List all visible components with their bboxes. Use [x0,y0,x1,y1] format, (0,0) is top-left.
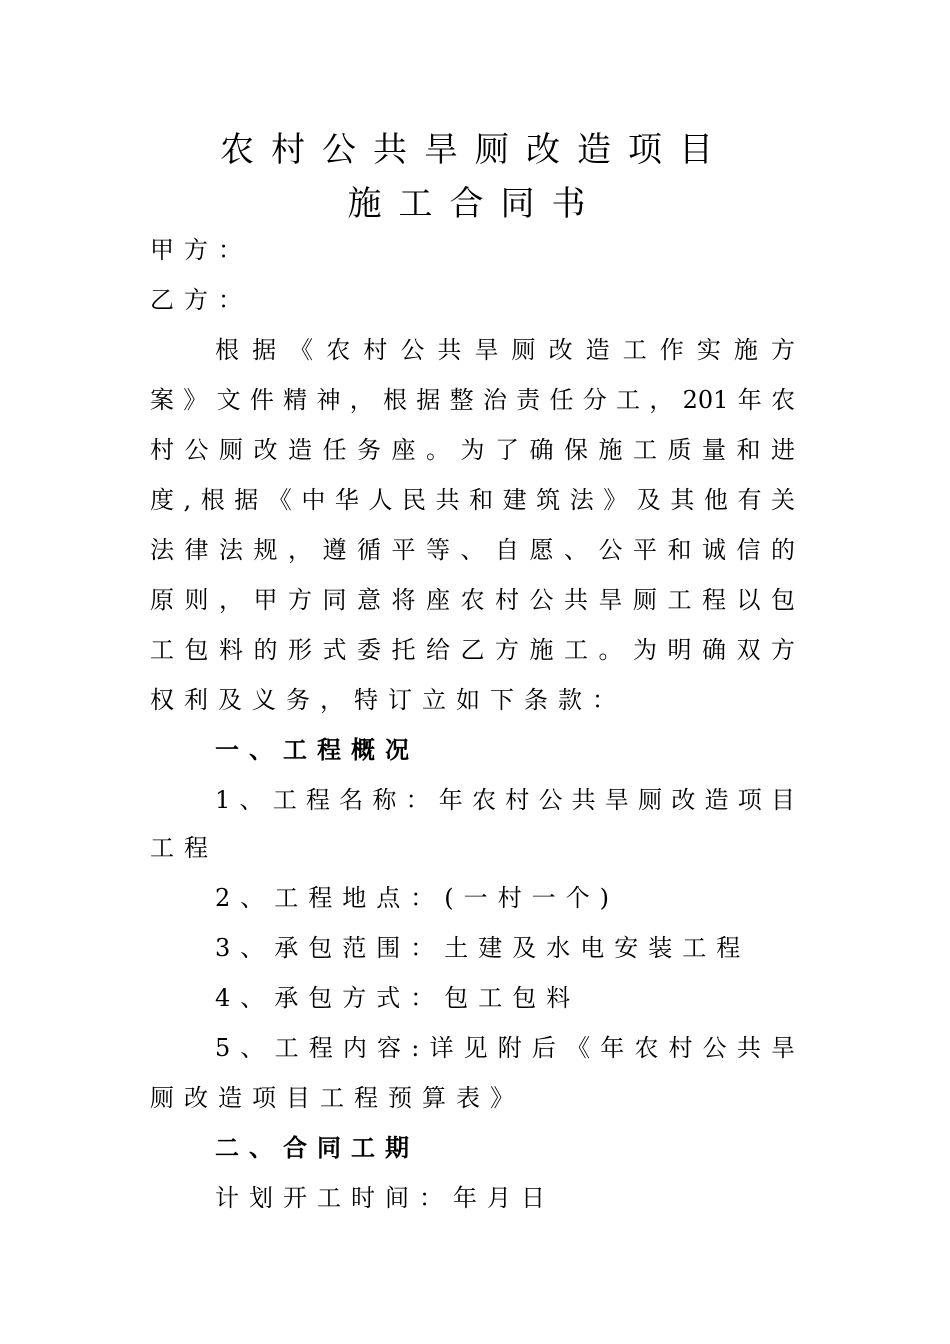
item-project-name-continued: 工程 [150,834,218,862]
intro-paragraph-line: 原则，甲方同意将座农村公共旱厕工程以包 [150,586,795,614]
intro-paragraph-line: 根据《农村公共旱厕改造工作实施方 [215,336,795,364]
section-heading-project-overview: 一、工程概况 [215,735,419,764]
section-heading-contract-period: 二、合同工期 [215,1133,419,1162]
intro-paragraph-line: 案》文件精神，根据整治责任分工，201年农 [150,386,795,414]
party-b-label: 乙方： [150,286,252,314]
item-project-location: 2、工程地点：(一村一个) [215,884,619,912]
party-a-label: 甲方： [150,236,252,264]
intro-paragraph-line: 村公厕改造任务座。为了确保施工质量和进 [150,436,795,464]
planned-start-date: 计划开工时间：年月日 [215,1184,555,1212]
intro-paragraph-line: 法律法规，遵循平等、自愿、公平和诚信的 [150,536,795,564]
item-project-content-continued: 厕改造项目工程预算表》 [150,1084,524,1112]
item-project-name: 1、工程名称：年农村公共旱厕改造项目 [215,786,795,814]
item-project-content: 5、工程内容:详见附后《年农村公共旱 [215,1034,795,1062]
item-contract-method: 4、承包方式：包工包料 [215,984,581,1012]
intro-paragraph-line: 度,根据《中华人民共和建筑法》及其他有关 [150,486,795,514]
intro-paragraph-line: 权利及义务，特订立如下条款： [150,686,626,714]
intro-paragraph-line: 工包料的形式委托给乙方施工。为明确双方 [150,636,795,664]
document-title-line-2: 施工合同书 [347,184,603,224]
document-title-line-1: 农村公共旱厕改造项目 [220,130,730,170]
item-contract-scope: 3、承包范围：土建及水电安装工程 [215,934,751,962]
